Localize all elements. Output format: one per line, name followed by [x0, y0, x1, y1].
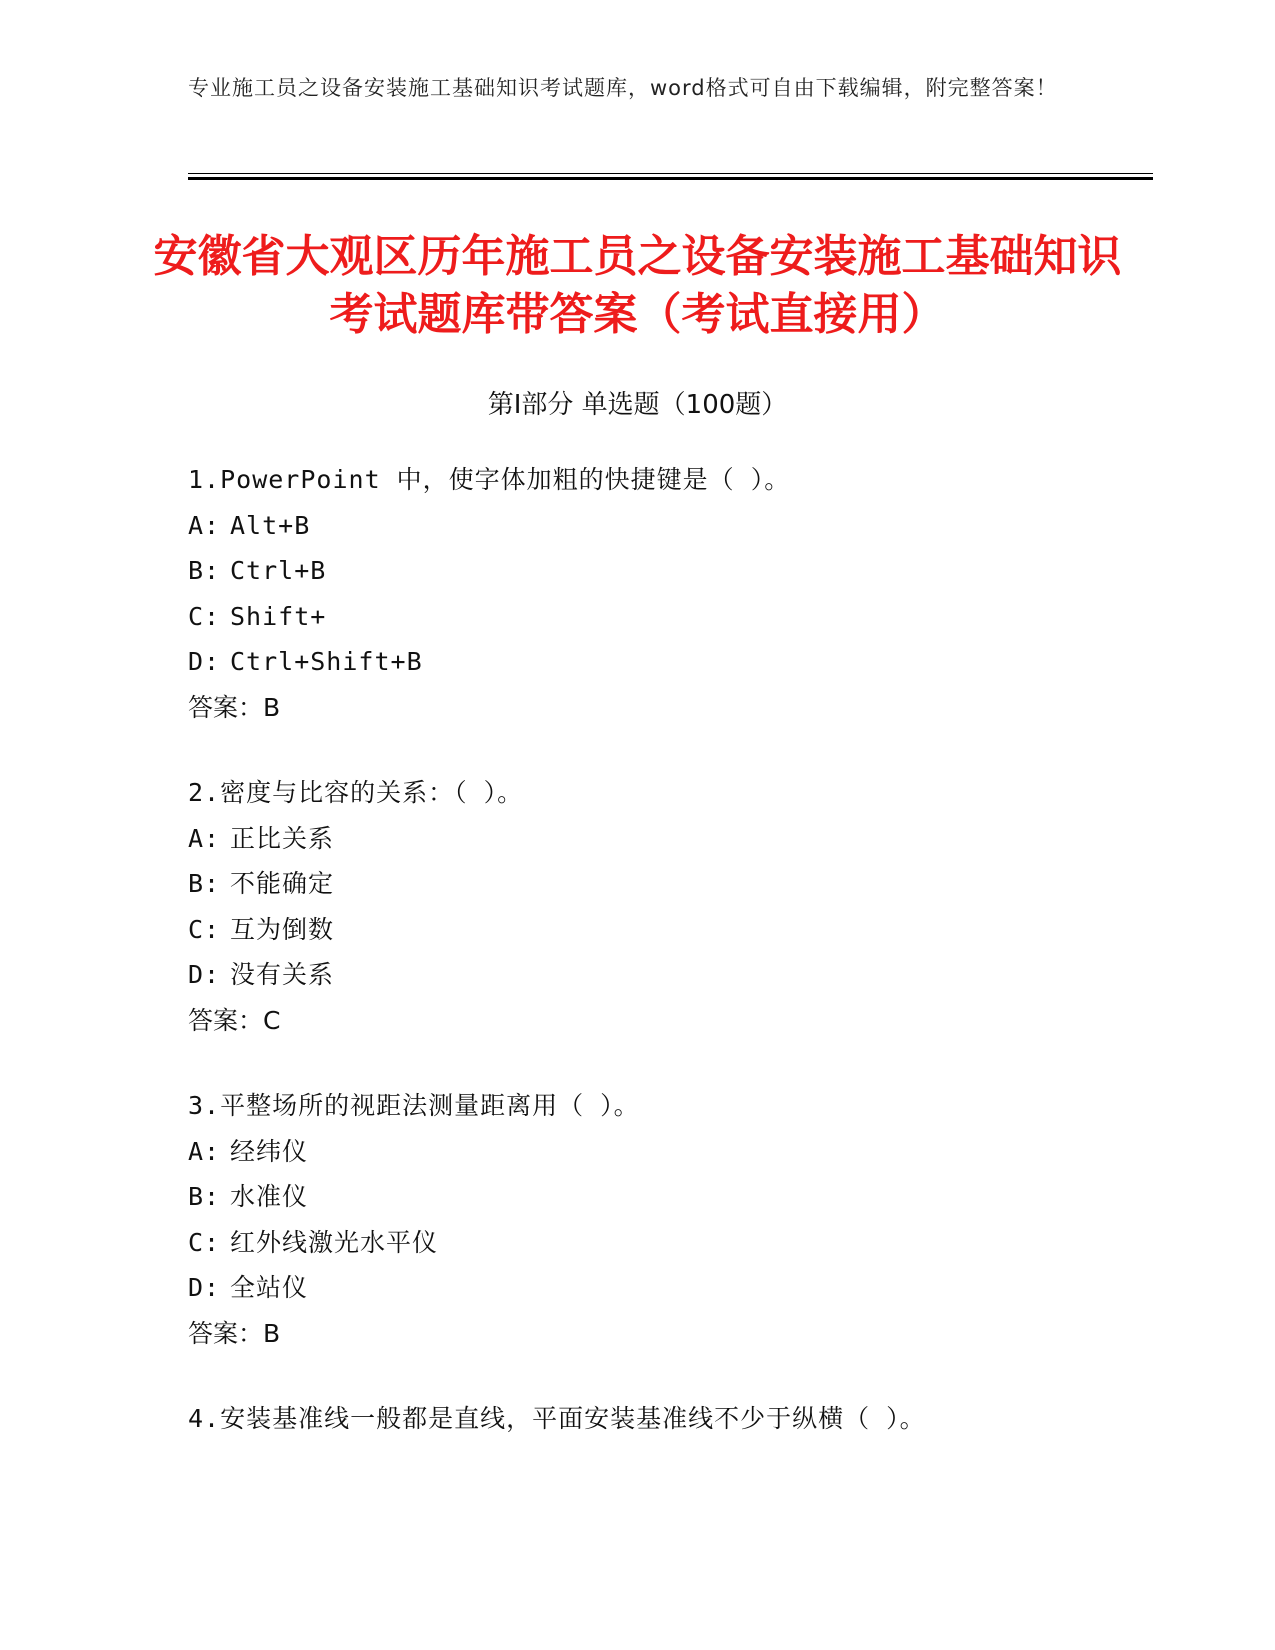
option-c — [188, 1220, 1148, 1266]
option-text: Ctrl+B — [230, 556, 327, 585]
option-letter: B: — [188, 869, 221, 898]
option-a — [188, 503, 1148, 549]
section-title: 第Ⅰ部分 单选题（100题） — [487, 390, 788, 420]
option-text: Ctrl+Shift+B — [230, 647, 423, 676]
option-b — [188, 861, 1148, 907]
option-a — [188, 1129, 1148, 1175]
option-d — [188, 1265, 1148, 1311]
option-text: Alt+B — [230, 510, 311, 540]
option-a — [188, 816, 1148, 862]
option-letter: C: — [188, 1227, 221, 1257]
header-note: 专业施工员之设备安装施工基础知识考试题库，word格式可自由下载编辑，附完整答案！ — [188, 76, 1058, 100]
option-text: 互为倒数 — [230, 914, 335, 944]
option-text: 正比关系 — [230, 823, 335, 853]
question-2 — [188, 770, 1148, 1043]
option-text: 不能确定 — [230, 869, 335, 898]
question-stem: 1.PowerPoint 中，使字体加粗的快捷键是（ ）。 — [188, 465, 791, 494]
option-text: 经纬仪 — [230, 1136, 309, 1166]
answer-line: 答案：B — [188, 1318, 281, 1348]
option-b — [188, 548, 1148, 594]
question-stem: 4.安装基准线一般都是直线，平面安装基准线不少于纵横（ ）。 — [188, 1404, 926, 1433]
question-4 — [188, 1396, 1148, 1442]
question-stem: 2.密度与比容的关系：（ ）。 — [188, 778, 524, 807]
option-text: 没有关系 — [230, 960, 335, 989]
option-letter: A: — [188, 1136, 221, 1166]
document-title: 安徽省大观区历年施工员之设备安装施工基础知识考试题库带答案（考试直接用） — [153, 231, 1122, 340]
option-b — [188, 1174, 1148, 1220]
option-letter: D: — [188, 1273, 221, 1302]
option-letter: A: — [188, 823, 221, 853]
option-text: Shift+ — [230, 601, 327, 631]
option-d — [188, 952, 1148, 998]
option-text: 水准仪 — [230, 1182, 309, 1211]
option-text: 红外线激光水平仪 — [230, 1227, 439, 1257]
option-letter: C: — [188, 601, 221, 631]
answer-line: 答案：B — [188, 692, 281, 722]
header-rule-thick — [188, 177, 1153, 180]
option-letter: D: — [188, 647, 221, 676]
header-rule-thin — [188, 173, 1153, 174]
option-letter: D: — [188, 960, 221, 989]
option-d — [188, 639, 1148, 685]
option-letter: B: — [188, 556, 221, 585]
question-stem: 3.平整场所的视距法测量距离用（ ）。 — [188, 1091, 640, 1120]
option-letter: A: — [188, 510, 221, 540]
option-letter: C: — [188, 914, 221, 944]
option-text: 全站仪 — [230, 1273, 309, 1302]
option-letter: B: — [188, 1182, 221, 1211]
question-1 — [188, 457, 1148, 730]
answer-line: 答案：C — [188, 1005, 281, 1035]
option-c — [188, 907, 1148, 953]
option-c — [188, 594, 1148, 640]
question-3 — [188, 1083, 1148, 1356]
